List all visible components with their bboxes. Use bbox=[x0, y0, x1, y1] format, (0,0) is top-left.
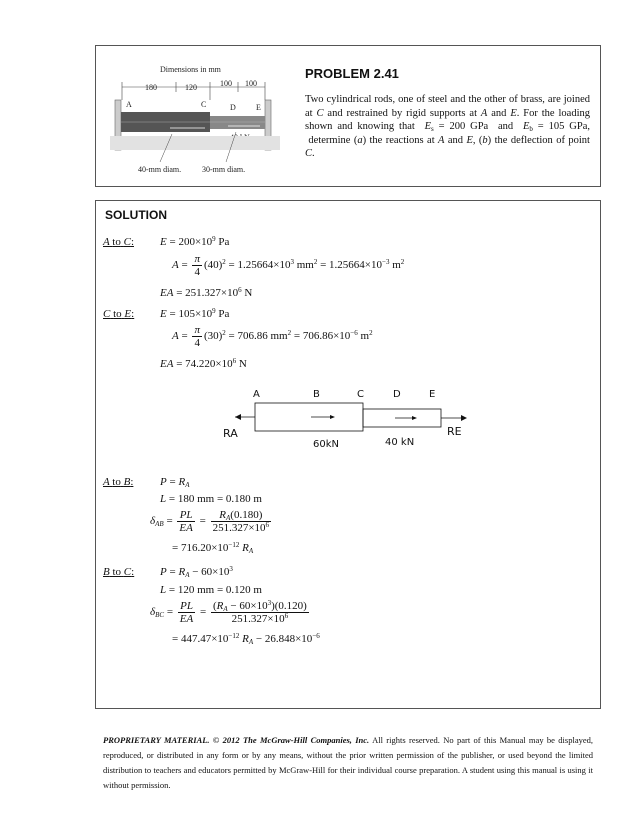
eq-bc-result: = $447.47\times 10^{-12}$ $R_A - 26.848\times 10^{-6}$ bbox=[172, 632, 320, 646]
eq-ac-ea: EA = $251.327\times 10^6$ N bbox=[160, 286, 253, 299]
fbd-load-60: 60kN bbox=[313, 439, 339, 450]
problem-title: PROBLEM 2.41 bbox=[305, 66, 399, 81]
fbd-point-b: B bbox=[313, 389, 320, 400]
fbd-re: RE bbox=[447, 425, 462, 438]
eq-bc-length: L = 120 mm = 0.120 m bbox=[160, 584, 262, 596]
fbd-point-d: D bbox=[393, 389, 401, 400]
fig-dim-120: 120 bbox=[185, 83, 197, 92]
label-c-to-e: C to E: bbox=[103, 308, 135, 320]
fbd-point-a: A bbox=[253, 389, 260, 400]
fig-diam-40: 40-mm diam. bbox=[138, 165, 182, 174]
fig-dim-100a: 100 bbox=[220, 79, 232, 88]
eq-ce-ea: EA = $74.220\times 10^6$ N bbox=[160, 357, 247, 370]
eq-ce-area: A = $\frac{\pi}{4}$ $(30)^2 = 706.86$ $mm^2 = 706.86\times 10^{-6}$ $m^2$ bbox=[172, 324, 373, 349]
eq-ab-deflection: $\delta_{AB}$ = $\frac{PL}{EA}$ = $\frac{R_A(0.180)}{251.327\times 10^6}$ bbox=[150, 509, 270, 534]
fbd-load-40: 40 kN bbox=[385, 437, 415, 448]
fbd-point-e: E bbox=[429, 389, 436, 400]
eq-bc-deflection: $\delta_{BC}$ = $\frac{PL}{EA}$ = $\frac{(R_A - 60\times 10^3)(0.120)}{251.327\times 10^6}$ bbox=[150, 599, 307, 625]
fig-dimensions-label: Dimensions in mm bbox=[160, 65, 221, 74]
fig-dim-180: 180 bbox=[145, 83, 157, 92]
fbd-ra: RA bbox=[223, 427, 238, 440]
fig-point-a: A bbox=[126, 100, 132, 109]
footer-bold: PROPRIETARY MATERIAL. © 2012 The McGraw-Hill Companies, Inc. bbox=[103, 735, 370, 745]
label-b-to-c: B to C: bbox=[103, 566, 135, 578]
fbd-point-c: C bbox=[357, 389, 364, 400]
eq-ab-force: $P = R_A$ bbox=[160, 476, 190, 489]
fig-point-c: C bbox=[201, 100, 207, 109]
fig-point-e: E bbox=[256, 103, 261, 112]
fig-point-d: D bbox=[230, 103, 236, 112]
problem-figure bbox=[110, 60, 300, 180]
eq-ab-length: L = 180 mm = 0.180 m bbox=[160, 493, 262, 505]
eq-ab-result: = $716.20\times 10^{-12}$ $R_A$ bbox=[172, 541, 254, 555]
eq-bc-force: $P = R_A - 60\times 10^3$ bbox=[160, 565, 233, 579]
eq-ac-area: A = $\frac{\pi}{4}$ $(40)^2 = 1.25664\times 10^3$ $mm^2 = 1.25664\times 10^{-3}$ $m^2$ bbox=[172, 253, 405, 278]
problem-statement: Two cylindrical rods, one of steel and the other of brass, are joined at C and restrained by rigid supports at A and E. For the loading shown and knowing that $E_s = 200$ GPa and $E_b = 105$ GPa, determine (a) the reactions at A and E, (b) the deflection of point C. bbox=[305, 94, 590, 159]
fig-diam-30: 30-mm diam. bbox=[202, 165, 246, 174]
footer-text: All rights reserved. No part of this Manual may be displayed, reproduced, or distributed in any form or by any means, without the prior written permission of the publisher, or used beyond the limited distribution to teachers and educators permitted by McGraw-Hill for their individual course preparation. A student using this manual is using it without permission. bbox=[103, 735, 593, 790]
eq-ce-modulus: $E = 105\times 10^9$ Pa bbox=[160, 307, 230, 320]
footer-copyright bbox=[103, 733, 593, 793]
label-a-to-c: A to C: bbox=[103, 236, 134, 248]
solution-title: SOLUTION bbox=[105, 208, 167, 222]
label-a-to-b: A to B: bbox=[103, 476, 134, 488]
fig-dim-100b: 100 bbox=[245, 79, 257, 88]
free-body-diagram bbox=[215, 385, 475, 460]
eq-ac-modulus: $E = 200\times 10^9$ Pa bbox=[160, 235, 230, 248]
